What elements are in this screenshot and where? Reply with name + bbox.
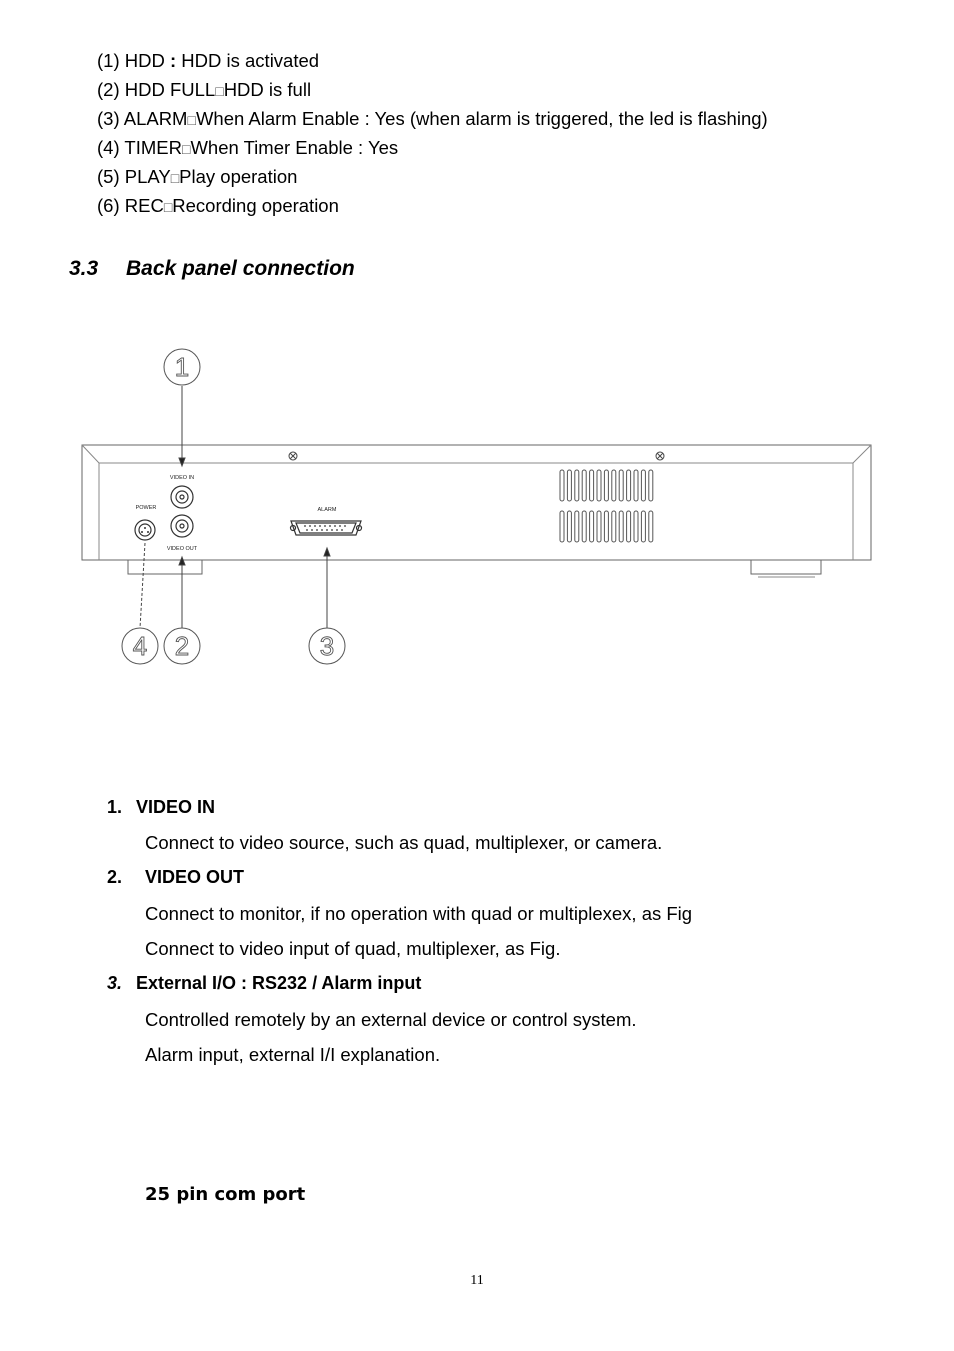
vent-slot	[575, 470, 579, 501]
item-1-description: Connect to video source, such as quad, multiplexer, or camera.	[145, 832, 663, 853]
led-separator: □	[215, 83, 224, 99]
vent-slot	[597, 470, 601, 501]
vent-slot	[560, 511, 564, 542]
ventilation-slots	[560, 470, 653, 542]
callout-2-number: 2	[174, 631, 190, 661]
vent-slot	[575, 511, 579, 542]
led-label: (2) HDD FULL	[97, 79, 216, 100]
led-separator: □	[181, 141, 191, 157]
vent-slot	[634, 470, 638, 501]
right-foot	[751, 560, 821, 574]
led-item-rec	[97, 195, 339, 218]
item-1-heading	[107, 797, 215, 818]
led-item-play	[97, 166, 297, 189]
item-2-description-2: Connect to video input of quad, multiplexer, as Fig.	[145, 938, 561, 959]
item-3-description-2: Alarm input, external I/I explanation.	[145, 1044, 441, 1065]
video-out-label: VIDEO OUT	[166, 546, 198, 552]
item-3-heading	[107, 973, 421, 994]
section-title: Back panel connection	[126, 257, 355, 280]
vent-slot	[634, 511, 638, 542]
vent-slot	[612, 511, 616, 542]
item-number: 3.	[107, 973, 123, 993]
led-label: (4) TIMER	[97, 137, 182, 158]
back-panel-diagram	[0, 330, 954, 680]
led-separator: □	[187, 112, 196, 128]
led-item-alarm	[97, 108, 768, 131]
led-separator: □	[170, 170, 180, 186]
item-number: 2.	[107, 867, 123, 887]
chassis-bevel	[82, 445, 871, 463]
item-title: VIDEO OUT	[145, 867, 245, 887]
led-label: (6) REC	[97, 195, 164, 216]
video-in-connector	[171, 486, 193, 508]
callout-1-number: 1	[174, 352, 190, 382]
vent-slot	[641, 511, 645, 542]
chassis-outline	[82, 445, 871, 560]
vent-slot	[597, 511, 601, 542]
vent-slot	[582, 470, 586, 501]
item-3-description-1: Controlled remotely by an external device or control system.	[145, 1009, 637, 1030]
vent-slot	[604, 470, 608, 501]
vent-slot	[590, 511, 594, 542]
led-description: HDD is full	[223, 79, 312, 100]
vent-slot	[649, 470, 653, 501]
led-item-hdd	[97, 50, 319, 72]
led-item-hdd-full	[97, 79, 311, 102]
left-foot	[128, 560, 202, 574]
section-heading	[69, 257, 355, 281]
vent-slot	[649, 511, 653, 542]
power-connector	[135, 520, 155, 540]
led-label: (5) PLAY	[97, 166, 171, 187]
led-description: Recording operation	[172, 195, 339, 216]
vent-slot	[567, 511, 571, 542]
video-out-connector	[171, 515, 193, 537]
led-label: (1) HDD	[97, 50, 170, 71]
vent-slot	[560, 470, 564, 501]
item-title: External I/O : RS232 / Alarm input	[136, 973, 422, 993]
item-title: VIDEO IN	[136, 797, 216, 817]
item-2-heading	[107, 867, 244, 888]
led-description: HDD is activated	[176, 50, 320, 71]
vent-slot	[619, 511, 623, 542]
section-number: 3.3	[69, 257, 99, 280]
led-description: When Alarm Enable : Yes (when alarm is triggered, the led is flashing)	[195, 108, 768, 129]
pin-port-heading: 25 pin com port	[145, 1184, 306, 1205]
vent-slot	[590, 470, 594, 501]
callout-4-number: 4	[132, 631, 148, 661]
vent-slot	[582, 511, 586, 542]
led-item-timer	[97, 137, 398, 160]
item-2-description-1: Connect to monitor, if no operation with quad or multiplexex, as Fig	[145, 903, 693, 924]
vent-slot	[641, 470, 645, 501]
vent-slot	[619, 470, 623, 501]
vent-slot	[627, 470, 631, 501]
vent-slot	[612, 470, 616, 501]
page-number: 11	[470, 1273, 484, 1288]
callout-3-number: 3	[319, 631, 335, 661]
led-separator: :	[169, 50, 177, 71]
alarm-label: ALARM	[317, 507, 337, 513]
vent-slot	[567, 470, 571, 501]
led-description: Play operation	[179, 166, 298, 187]
led-description: When Timer Enable : Yes	[190, 137, 399, 158]
item-number: 1.	[107, 797, 123, 817]
video-in-label: VIDEO IN	[169, 475, 195, 481]
led-separator: □	[163, 199, 173, 215]
led-label: (3) ALARM	[97, 108, 188, 129]
vent-slot	[627, 511, 631, 542]
vent-slot	[604, 511, 608, 542]
power-label: POWER	[135, 505, 157, 511]
